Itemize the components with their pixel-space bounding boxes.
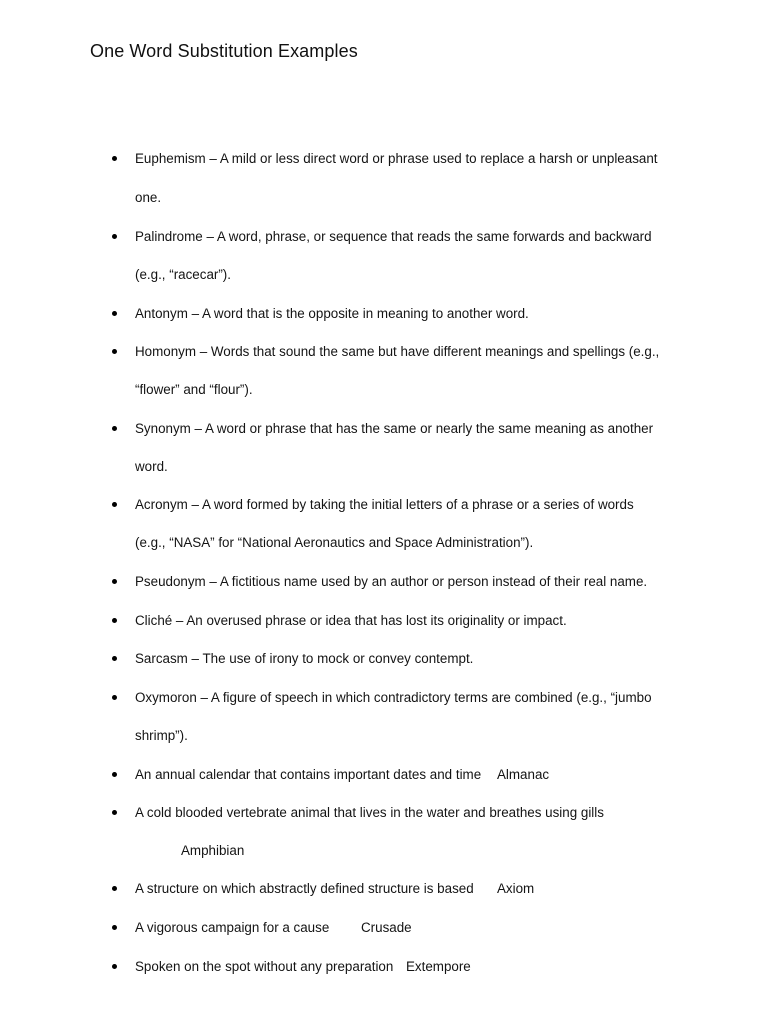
- bullet-icon: [112, 579, 117, 584]
- item-text-line: Palindrome – A word, phrase, or sequence that reads the same forwards and backward: [135, 229, 652, 244]
- bullet-icon: [112, 502, 117, 507]
- bullet-icon: [112, 964, 117, 969]
- item-text-line: (e.g., “NASA” for “National Aeronautics and Space Administration”).: [135, 535, 534, 550]
- item-text-line: Euphemism – A mild or less direct word or phrase used to replace a harsh or unpleasant: [135, 151, 658, 166]
- item-text-line: Pseudonym – A fictitious name used by an author or person instead of their real name.: [135, 574, 648, 589]
- item-text-line: one.: [135, 190, 162, 205]
- bullet-icon: [112, 772, 117, 777]
- bullet-icon: [112, 234, 117, 239]
- item-answer: Crusade: [361, 920, 412, 935]
- item-answer: Extempore: [406, 959, 471, 974]
- item-text-line: Acronym – A word formed by taking the initial letters of a phrase or a series of words: [135, 497, 634, 512]
- item-text-line: word.: [135, 459, 168, 474]
- item-answer: Amphibian: [181, 843, 245, 858]
- item-text-line: “flower” and “flour”).: [135, 382, 253, 397]
- bullet-icon: [112, 886, 117, 891]
- item-definition: An annual calendar that contains important dates and time: [135, 767, 482, 782]
- item-definition: A vigorous campaign for a cause: [135, 920, 330, 935]
- item-text-line: Cliché – An overused phrase or idea that has lost its originality or impact.: [135, 613, 567, 628]
- item-definition: A cold blooded vertebrate animal that lives in the water and breathes using gills: [135, 805, 604, 820]
- item-text-line: Sarcasm – The use of irony to mock or convey contempt.: [135, 651, 474, 666]
- item-text-line: Oxymoron – A figure of speech in which contradictory terms are combined (e.g., “jumbo: [135, 690, 652, 705]
- item-definition: A structure on which abstractly defined structure is based: [135, 881, 474, 896]
- bullet-icon: [112, 810, 117, 815]
- item-text-line: Homonym – Words that sound the same but have different meanings and spellings (e.g.,: [135, 344, 660, 359]
- bullet-icon: [112, 426, 117, 431]
- bullet-icon: [112, 618, 117, 623]
- item-text-line: Antonym – A word that is the opposite in meaning to another word.: [135, 306, 529, 321]
- item-text-line: (e.g., “racecar”).: [135, 267, 231, 282]
- item-definition: Spoken on the spot without any preparation: [135, 959, 394, 974]
- bullet-icon: [112, 656, 117, 661]
- bullet-icon: [112, 925, 117, 930]
- bullet-icon: [112, 349, 117, 354]
- item-text-line: shrimp”).: [135, 728, 188, 743]
- item-text-line: Synonym – A word or phrase that has the same or nearly the same meaning as another: [135, 421, 654, 436]
- item-answer: Almanac: [497, 767, 550, 782]
- bullet-icon: [112, 156, 117, 161]
- bullet-icon: [112, 695, 117, 700]
- page-title: One Word Substitution Examples: [90, 41, 358, 61]
- bullet-icon: [112, 311, 117, 316]
- item-answer: Axiom: [497, 881, 535, 896]
